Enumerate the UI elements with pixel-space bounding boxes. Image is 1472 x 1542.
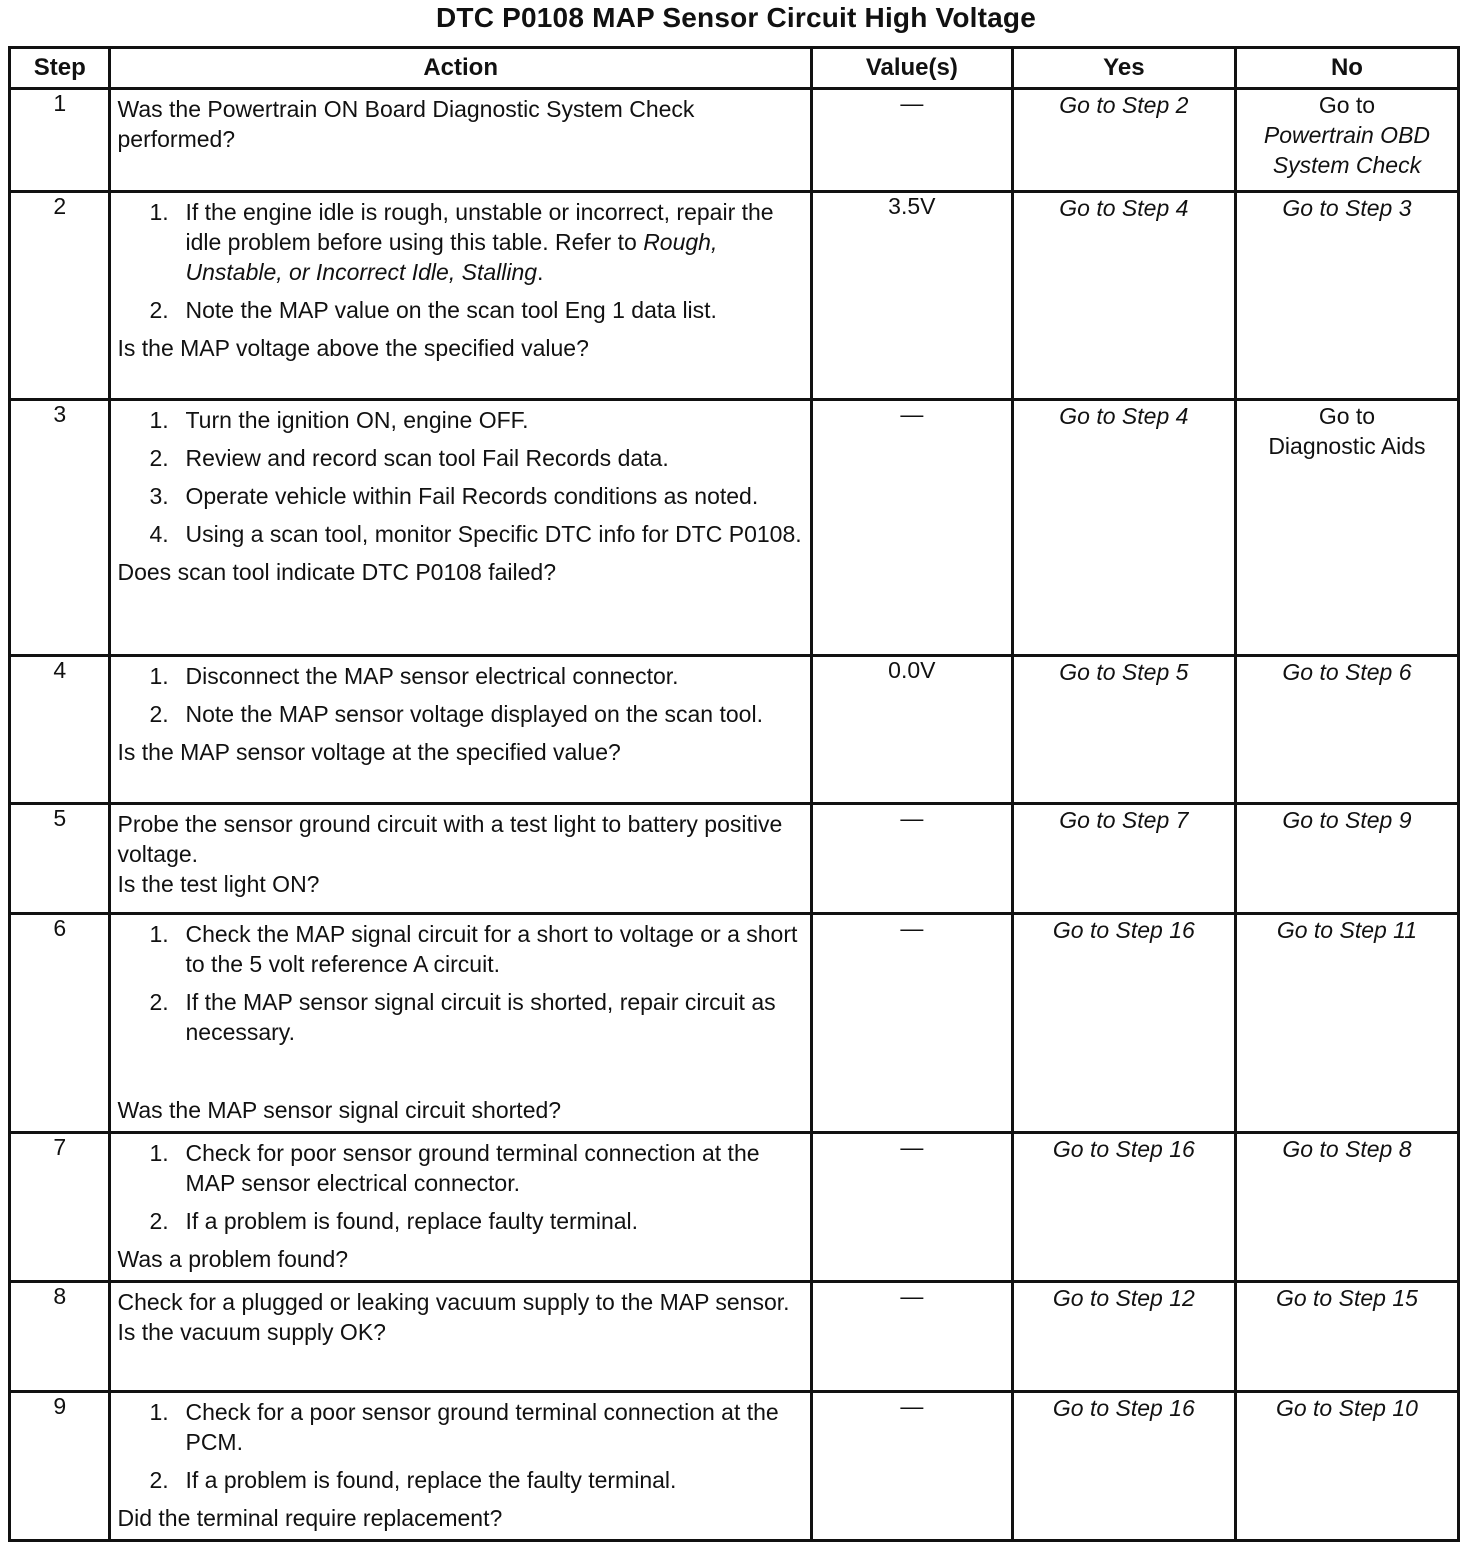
action-step-item (117, 661, 801, 691)
header-action: Action (110, 48, 811, 89)
action-step-text: Turn the ignition ON, engine OFF. (185, 407, 529, 433)
step-number: 9 (10, 1392, 110, 1541)
action-question: Is the MAP voltage above the specified value? (117, 335, 589, 361)
no-outcome (1235, 914, 1458, 1133)
action-step-number: 2. (149, 445, 169, 471)
step-value: — (811, 1133, 1012, 1282)
action-content (111, 193, 809, 369)
action-step-text: Check for a poor sensor ground terminal connection at the PCM. (185, 1399, 779, 1455)
action-intro: Probe the sensor ground circuit with a test light to battery positive voltage. (117, 811, 783, 867)
yes-outcome-line: Go to Step 4 (1059, 195, 1189, 221)
yes-outcome (1012, 1392, 1235, 1541)
yes-outcome-line: Go to Step 12 (1052, 1285, 1195, 1311)
table-row (10, 400, 1459, 656)
no-outcome-line: Go to Step 9 (1282, 807, 1412, 833)
table-row (10, 656, 1459, 804)
action-content (111, 90, 809, 160)
action-intro: Was the Powertrain ON Board Diagnostic System Check performed? (117, 96, 695, 152)
action-step-number: 2. (149, 701, 169, 727)
action-steps (117, 197, 801, 325)
no-outcome (1235, 1392, 1458, 1541)
action-question: Is the vacuum supply OK? (117, 1319, 386, 1345)
action-cell (110, 89, 811, 192)
action-step-number: 2. (149, 1467, 169, 1493)
action-steps (117, 919, 801, 1047)
action-content (111, 805, 809, 905)
no-outcome (1235, 804, 1458, 914)
header-no: No (1235, 48, 1458, 89)
step-number: 4 (10, 656, 110, 804)
table-body (10, 89, 1459, 1541)
yes-outcome (1012, 656, 1235, 804)
action-step-item (117, 987, 801, 1047)
action-question: Is the MAP sensor voltage at the specified value? (117, 739, 621, 765)
step-value: — (811, 1392, 1012, 1541)
header-step: Step (10, 48, 110, 89)
action-step-number: 1. (149, 199, 169, 225)
action-steps (117, 1138, 801, 1236)
action-content (111, 401, 809, 593)
yes-outcome-line: Go to Step 16 (1052, 1395, 1195, 1421)
action-step-text: Check the MAP signal circuit for a short to voltage or a short to the 5 volt reference A circuit. (185, 921, 798, 977)
action-step-item (117, 405, 801, 435)
yes-outcome-line: Go to Step 16 (1052, 1136, 1195, 1162)
table-row (10, 192, 1459, 400)
action-step-number: 1. (149, 921, 169, 947)
action-step-text: Disconnect the MAP sensor electrical connector. (185, 663, 679, 689)
no-outcome (1235, 1282, 1458, 1392)
action-question: Was a problem found? (117, 1246, 349, 1272)
yes-outcome-line: Go to Step 7 (1059, 807, 1189, 833)
action-step-number: 2. (149, 1208, 169, 1234)
yes-outcome (1012, 400, 1235, 656)
action-step-text: If a problem is found, replace the faulty terminal. (185, 1467, 677, 1493)
no-outcome (1235, 192, 1458, 400)
action-question: Is the test light ON? (117, 871, 320, 897)
action-step-number: 1. (149, 1399, 169, 1425)
no-outcome (1235, 89, 1458, 192)
yes-outcome (1012, 804, 1235, 914)
yes-outcome-line: Go to Step 16 (1052, 917, 1195, 943)
step-value: — (811, 400, 1012, 656)
step-value: — (811, 804, 1012, 914)
action-step-item (117, 295, 801, 325)
step-number: 7 (10, 1133, 110, 1282)
table-row (10, 914, 1459, 1133)
yes-outcome (1012, 1133, 1235, 1282)
action-content (111, 1393, 809, 1539)
step-value: — (811, 89, 1012, 192)
no-outcome-line: Go to (1318, 403, 1376, 429)
action-cell (110, 656, 811, 804)
action-steps (117, 405, 801, 549)
action-content (111, 1283, 809, 1353)
step-number: 6 (10, 914, 110, 1133)
action-step-item (117, 1465, 801, 1495)
action-step-text: Note the MAP value on the scan tool Eng 1 data list. (185, 297, 717, 323)
action-step-number: 2. (149, 297, 169, 323)
action-cell (110, 914, 811, 1133)
header-row (10, 48, 1459, 89)
diagnostic-table (8, 46, 1460, 1542)
page-title: DTC P0108 MAP Sensor Circuit High Voltage (436, 2, 1036, 33)
action-step-number: 3. (149, 483, 169, 509)
no-outcome-line: Go to Step 6 (1282, 659, 1412, 685)
step-value: 3.5V (811, 192, 1012, 400)
action-step-item (117, 443, 801, 473)
action-cell (110, 192, 811, 400)
action-cell (110, 400, 811, 656)
step-value: — (811, 914, 1012, 1133)
action-step-number: 1. (149, 1140, 169, 1166)
action-step-item (117, 519, 801, 549)
header-values: Value(s) (811, 48, 1012, 89)
action-step-item (117, 1397, 801, 1457)
action-step-text-tail: . (537, 259, 544, 285)
action-step-reference: Rough, Unstable, or Incorrect Idle, Stalling (185, 229, 718, 285)
yes-outcome (1012, 1282, 1235, 1392)
step-number: 3 (10, 400, 110, 656)
action-content (111, 1134, 809, 1280)
action-step-text: If the engine idle is rough, unstable or incorrect, repair the idle problem before using this table. Refer to (185, 199, 774, 255)
action-step-text: Check for poor sensor ground terminal connection at the MAP sensor electrical connector. (185, 1140, 760, 1196)
no-outcome-line: Diagnostic Aids (1268, 433, 1426, 459)
yes-outcome-line: Go to Step 4 (1059, 403, 1189, 429)
header-yes: Yes (1012, 48, 1235, 89)
step-value: 0.0V (811, 656, 1012, 804)
action-cell (110, 1133, 811, 1282)
yes-outcome-line: Go to Step 2 (1059, 92, 1189, 118)
no-outcome-line: System Check (1272, 152, 1422, 178)
no-outcome-line: Go to (1318, 92, 1376, 118)
yes-outcome (1012, 914, 1235, 1133)
yes-outcome-line: Go to Step 5 (1059, 659, 1189, 685)
action-spacer (117, 1055, 801, 1095)
action-question: Did the terminal require replacement? (117, 1505, 503, 1531)
action-step-number: 2. (149, 989, 169, 1015)
no-outcome-line: Go to Step 3 (1282, 195, 1412, 221)
action-step-number: 1. (149, 663, 169, 689)
action-step-item (117, 197, 801, 287)
action-step-text: Note the MAP sensor voltage displayed on the scan tool. (185, 701, 763, 727)
action-step-item (117, 699, 801, 729)
action-step-text: Operate vehicle within Fail Records conditions as noted. (185, 483, 759, 509)
action-step-text: If a problem is found, replace faulty terminal. (185, 1208, 639, 1234)
action-step-text: Review and record scan tool Fail Records data. (185, 445, 669, 471)
no-outcome (1235, 1133, 1458, 1282)
no-outcome-line: Go to Step 11 (1276, 917, 1418, 943)
action-cell (110, 1282, 811, 1392)
no-outcome-line: Go to Step 8 (1282, 1136, 1412, 1162)
yes-outcome (1012, 192, 1235, 400)
yes-outcome (1012, 89, 1235, 192)
action-intro: Check for a plugged or leaking vacuum supply to the MAP sensor. (117, 1289, 790, 1315)
no-outcome (1235, 656, 1458, 804)
action-cell (110, 1392, 811, 1541)
action-step-item (117, 1138, 801, 1198)
action-step-item (117, 481, 801, 511)
table-row (10, 1133, 1459, 1282)
action-step-text: If the MAP sensor signal circuit is shorted, repair circuit as necessary. (185, 989, 776, 1045)
action-step-number: 1. (149, 407, 169, 433)
step-number: 5 (10, 804, 110, 914)
no-outcome-line: Powertrain OBD (1263, 122, 1431, 148)
action-cell (110, 804, 811, 914)
action-step-number: 4. (149, 521, 169, 547)
action-steps (117, 661, 801, 729)
action-question: Does scan tool indicate DTC P0108 failed? (117, 559, 557, 585)
no-outcome-line: Go to Step 10 (1275, 1395, 1418, 1421)
action-step-text: Using a scan tool, monitor Specific DTC info for DTC P0108. (185, 521, 802, 547)
no-outcome-line: Go to Step 15 (1275, 1285, 1418, 1311)
step-number: 2 (10, 192, 110, 400)
table-row (10, 89, 1459, 192)
table-row (10, 1392, 1459, 1541)
step-number: 8 (10, 1282, 110, 1392)
action-content (111, 915, 809, 1131)
step-value: — (811, 1282, 1012, 1392)
action-question: Was the MAP sensor signal circuit shorted? (117, 1097, 562, 1123)
table-row (10, 1282, 1459, 1392)
action-content (111, 657, 809, 773)
action-step-item (117, 1206, 801, 1236)
action-step-item (117, 919, 801, 979)
table-row (10, 804, 1459, 914)
step-number: 1 (10, 89, 110, 192)
action-steps (117, 1397, 801, 1495)
no-outcome (1235, 400, 1458, 656)
